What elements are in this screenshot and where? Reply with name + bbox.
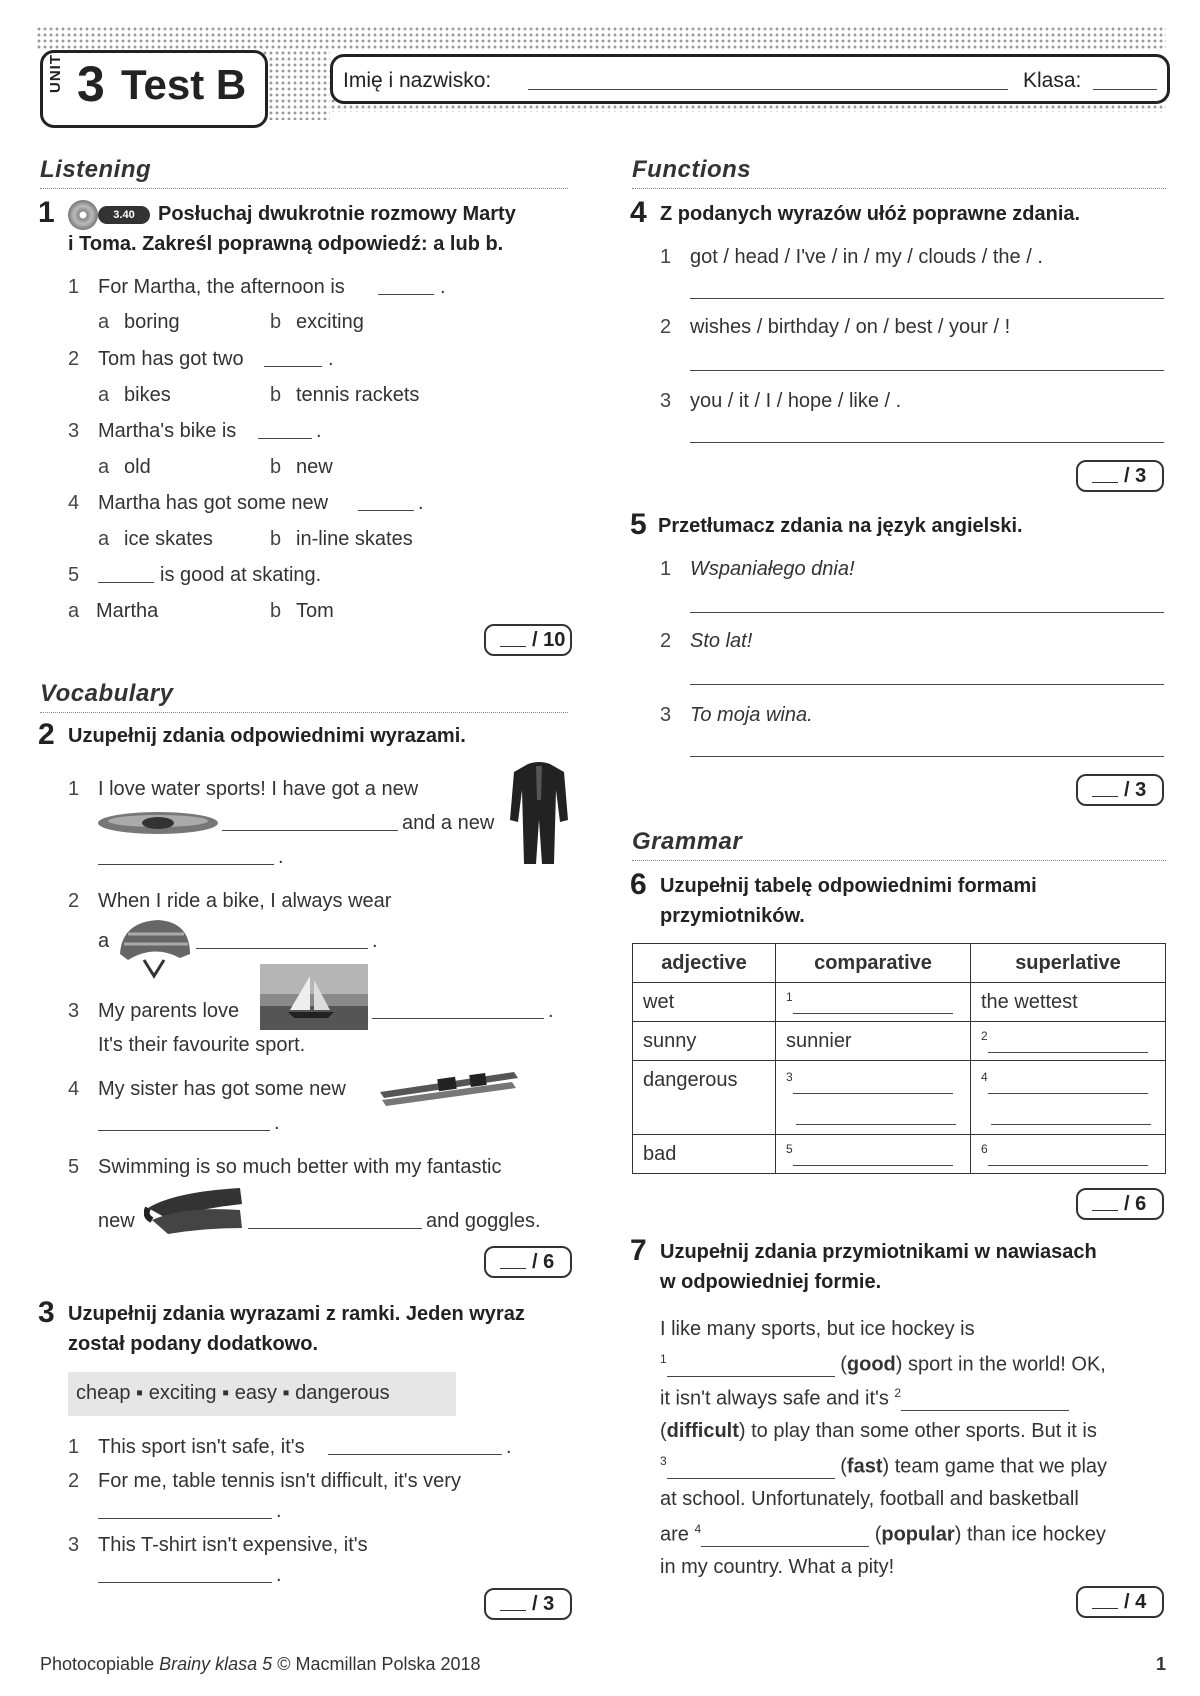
item-number: 3 xyxy=(660,390,672,412)
gap-number: 5 xyxy=(786,1141,793,1156)
column-header: superlative xyxy=(971,944,1166,983)
item-number: 2 xyxy=(660,630,672,652)
score-total: / 4 xyxy=(1124,1591,1147,1613)
exercise-7-number: 7 xyxy=(630,1234,647,1267)
score-box xyxy=(484,624,572,656)
score-box xyxy=(1076,774,1164,806)
text-segment: it isn't always safe and it's xyxy=(660,1387,889,1410)
answer-blank[interactable] xyxy=(258,438,312,439)
answer-blank[interactable] xyxy=(988,1032,1148,1053)
name-label: Imię i nazwisko: xyxy=(343,69,492,92)
text-continuation: sport in the world! OK, xyxy=(908,1353,1106,1376)
option-a[interactable]: bikes xyxy=(124,384,171,406)
table-header-row xyxy=(633,944,1166,983)
text-line: are $^4$ (popular) than ice hockey xyxy=(660,1522,1106,1546)
option-b[interactable]: tennis rackets xyxy=(296,384,420,406)
header-dot-pattern-mid xyxy=(262,50,330,120)
exercise-6-instruction: Uzupełnij tabelę odpowiednimi formami xyxy=(660,875,1037,897)
question-end: . xyxy=(316,420,322,442)
score-blank[interactable] xyxy=(500,646,526,647)
name-field[interactable] xyxy=(528,89,1008,90)
option-b-letter: b xyxy=(270,528,282,550)
item-number: 5 xyxy=(68,564,80,586)
option-a-letter: a xyxy=(98,456,110,478)
sentence-text: My parents love xyxy=(98,1000,240,1022)
gap-number: 1 xyxy=(786,989,793,1004)
answer-line[interactable] xyxy=(690,756,1164,757)
sentence-text: My sister has got some new xyxy=(98,1078,346,1100)
sentence-text: This T-shirt isn't expensive, it's xyxy=(98,1534,368,1556)
option-a-letter: a xyxy=(98,384,110,406)
answer-blank[interactable] xyxy=(901,1390,1069,1411)
section-rule xyxy=(40,712,568,713)
name-class-box xyxy=(330,54,1170,104)
question-text: Martha has got some new xyxy=(98,492,329,514)
option-b[interactable]: in-line skates xyxy=(296,528,413,550)
option-a[interactable]: Martha xyxy=(96,600,159,622)
exercise-6-number: 6 xyxy=(630,868,647,901)
score-total: / 3 xyxy=(1124,779,1147,801)
item-number: 3 xyxy=(68,1000,80,1022)
sentence-text: Swimming is so much better with my fantastic xyxy=(98,1156,502,1178)
text-continuation: than ice hockey xyxy=(966,1523,1106,1546)
unit-title-box xyxy=(40,50,268,128)
class-field[interactable] xyxy=(1093,89,1157,90)
adjective-cell: sunny xyxy=(633,1022,776,1061)
answer-blank[interactable] xyxy=(248,1228,422,1229)
scrambled-words: you / it / I / hope / like / . xyxy=(690,390,902,412)
exercise-3-instruction-2: został podany dodatkowo. xyxy=(68,1333,319,1355)
sentence-end: . xyxy=(372,930,378,952)
sentence-text: This sport isn't safe, it's xyxy=(98,1436,305,1458)
option-b[interactable]: Tom xyxy=(296,600,334,622)
section-listening: Listening xyxy=(40,156,152,183)
adjective-prompt: difficult xyxy=(666,1420,739,1442)
question-text: For Martha, the afternoon is xyxy=(98,276,345,298)
item-number: 1 xyxy=(660,246,672,268)
item-number: 1 xyxy=(68,778,80,800)
answer-blank[interactable] xyxy=(222,830,398,831)
adjective-prompt: good xyxy=(846,1353,896,1376)
page-number: 1 xyxy=(1156,1654,1167,1674)
kayak-image xyxy=(96,806,220,840)
sailing-image xyxy=(260,964,368,1030)
score-box xyxy=(484,1588,572,1620)
option-b[interactable]: new xyxy=(296,456,333,478)
sentence-end: . xyxy=(274,1112,280,1134)
score-total: / 6 xyxy=(1124,1193,1147,1215)
sentence-text-2: It's their favourite sport. xyxy=(98,1034,306,1056)
text-line: $^3$ (fast) team game that we play xyxy=(660,1454,1108,1478)
answer-blank[interactable] xyxy=(196,948,368,949)
flippers-image xyxy=(144,1184,246,1246)
gap-cell xyxy=(776,1135,971,1174)
section-rule xyxy=(632,188,1166,189)
polish-sentence: Wspaniałego dnia! xyxy=(690,558,855,580)
question-text: Tom has got two xyxy=(98,348,244,370)
option-b-letter: b xyxy=(270,456,282,478)
answer-blank[interactable] xyxy=(667,1356,835,1377)
skis-image xyxy=(378,1066,520,1106)
item-number: 1 xyxy=(68,276,80,298)
sentence-text-2: and a new xyxy=(402,812,495,834)
wetsuit-image xyxy=(508,760,570,870)
answer-blank[interactable] xyxy=(378,294,434,295)
text-line xyxy=(660,1386,1069,1411)
answer-blank[interactable] xyxy=(98,1582,272,1583)
adjective-table xyxy=(632,943,1166,1174)
exercise-7-instruction: Uzupełnij zdania przymiotnikami w nawiasach xyxy=(660,1241,1097,1263)
gap-cell xyxy=(971,1022,1166,1061)
item-number: 2 xyxy=(68,890,80,912)
answer-line[interactable] xyxy=(690,612,1164,613)
header-dot-pattern xyxy=(36,26,1166,50)
exercise-5-instruction: Przetłumacz zdania na język angielski. xyxy=(658,515,1023,537)
section-grammar: Grammar xyxy=(632,828,743,855)
score-total: / 3 xyxy=(1124,465,1147,487)
option-a[interactable]: boring xyxy=(124,311,180,333)
text-continuation: team game that we play xyxy=(894,1455,1108,1478)
item-number: 5 xyxy=(68,1156,80,1178)
sentence-text: For me, table tennis isn't difficult, it's very xyxy=(98,1470,461,1492)
item-number: 1 xyxy=(68,1436,80,1458)
column-header: adjective xyxy=(633,944,776,983)
exercise-6-instruction-2: przymiotników. xyxy=(660,905,805,927)
question-end: . xyxy=(418,492,424,514)
sentence-end: . xyxy=(276,1500,282,1522)
exercise-2-instruction: Uzupełnij zdania odpowiednimi wyrazami. xyxy=(68,725,466,747)
score-blank[interactable] xyxy=(500,1610,526,1611)
item-number: 3 xyxy=(68,1534,80,1556)
table-row xyxy=(633,1061,1166,1135)
adjective-cell: wet xyxy=(633,983,776,1022)
score-box xyxy=(484,1246,572,1278)
unit-label: UNIT xyxy=(47,54,64,93)
option-b-letter: b xyxy=(270,311,282,333)
option-a-letter: a xyxy=(68,600,80,622)
answer-line[interactable] xyxy=(690,442,1164,443)
answer-blank[interactable] xyxy=(701,1526,869,1547)
score-blank[interactable] xyxy=(1092,1210,1118,1211)
option-b-letter: b xyxy=(270,384,282,406)
answer-blank[interactable] xyxy=(358,510,414,511)
gap-number: 3 xyxy=(786,1069,793,1084)
word-box-words: cheap ▪ exciting ▪ easy ▪ dangerous xyxy=(76,1382,390,1404)
exercise-1-number: 1 xyxy=(38,196,55,229)
superlative-cell: the wettest xyxy=(971,983,1166,1022)
exercise-3-instruction: Uzupełnij zdania wyrazami z ramki. Jeden wyraz xyxy=(68,1303,525,1325)
adjective-prompt: fast xyxy=(846,1455,883,1478)
answer-blank[interactable] xyxy=(98,1518,272,1519)
footer-prefix: Photocopiable xyxy=(40,1654,155,1674)
test-title: Test B xyxy=(121,61,247,108)
score-blank[interactable] xyxy=(1092,482,1118,483)
table-row xyxy=(633,983,1166,1022)
item-number: 2 xyxy=(68,348,80,370)
answer-blank[interactable] xyxy=(988,1145,1148,1166)
section-rule xyxy=(632,860,1166,861)
question-end: is good at skating. xyxy=(160,564,322,586)
gap-cell xyxy=(776,1061,971,1135)
answer-blank[interactable] xyxy=(793,1073,953,1094)
table-row xyxy=(633,1022,1166,1061)
adjective-prompt: popular xyxy=(881,1523,955,1546)
text-line: $^1$ (good) sport in the world! OK, xyxy=(660,1352,1106,1376)
answer-blank[interactable] xyxy=(372,1018,544,1019)
word-box xyxy=(68,1372,456,1416)
answer-blank[interactable] xyxy=(98,1130,270,1131)
score-blank[interactable] xyxy=(1092,1608,1118,1609)
score-total: / 10 xyxy=(532,629,566,651)
gap-cell xyxy=(776,983,971,1022)
score-blank[interactable] xyxy=(1092,796,1118,797)
sentence-end: . xyxy=(506,1436,512,1458)
option-a-letter: a xyxy=(98,528,110,550)
score-box xyxy=(1076,1188,1164,1220)
exercise-2-number: 2 xyxy=(38,718,55,751)
exercise-3-number: 3 xyxy=(38,1296,55,1329)
gap-number: 6 xyxy=(981,1141,988,1156)
answer-blank[interactable] xyxy=(328,1454,502,1455)
polish-sentence: Sto lat! xyxy=(690,630,753,652)
text-line: in my country. What a pity! xyxy=(660,1556,895,1578)
score-box xyxy=(1076,460,1164,492)
question-end: . xyxy=(328,348,334,370)
option-b[interactable]: exciting xyxy=(296,311,364,333)
option-a[interactable]: ice skates xyxy=(124,528,213,550)
sentence-text: When I ride a bike, I always wear xyxy=(98,890,392,912)
section-vocabulary: Vocabulary xyxy=(40,680,174,707)
text-line: at school. Unfortunately, football and basketball xyxy=(660,1488,1079,1510)
gap-number: 4 xyxy=(981,1069,988,1084)
question-text: Martha's bike is xyxy=(98,420,237,442)
text-line: (difficult) to play than some other sports. But it is xyxy=(660,1420,1097,1442)
answer-blank[interactable] xyxy=(793,1145,953,1166)
answer-blank[interactable] xyxy=(796,1104,956,1125)
answer-blank[interactable] xyxy=(98,864,274,865)
sentence-end: . xyxy=(278,846,284,868)
answer-blank[interactable] xyxy=(98,582,154,583)
answer-blank[interactable] xyxy=(793,993,953,1014)
gap-number: 3 xyxy=(660,1454,667,1468)
answer-blank[interactable] xyxy=(988,1073,1148,1094)
option-a-letter: a xyxy=(98,311,110,333)
item-number: 2 xyxy=(660,316,672,338)
item-number: 1 xyxy=(660,558,672,580)
exercise-4-instruction: Z podanych wyrazów ułóż poprawne zdania. xyxy=(660,203,1081,225)
answer-blank[interactable] xyxy=(667,1458,835,1479)
question-end: . xyxy=(440,276,446,298)
item-number: 4 xyxy=(68,492,80,514)
answer-line[interactable] xyxy=(690,370,1164,371)
helmet-image xyxy=(114,914,194,980)
sentence-end: . xyxy=(276,1564,282,1586)
scrambled-words: wishes / birthday / on / best / your / ! xyxy=(690,316,1011,338)
exercise-1-instruction: Posłuchaj dwukrotnie rozmowy Marty xyxy=(158,203,516,225)
scrambled-words: got / head / I've / in / my / clouds / the / . xyxy=(690,246,1043,268)
text-segment: are xyxy=(660,1523,689,1546)
exercise-1-instruction-2: i Toma. Zakreśl poprawną odpowiedź: a lub b. xyxy=(68,233,504,255)
table-row xyxy=(633,1135,1166,1174)
answer-line[interactable] xyxy=(690,684,1164,685)
option-b-letter: b xyxy=(270,600,282,622)
text-line: I like many sports, but ice hockey is xyxy=(660,1318,975,1340)
score-box xyxy=(1076,1586,1164,1618)
item-number: 4 xyxy=(68,1078,80,1100)
exercise-4-number: 4 xyxy=(630,196,647,229)
sentence-text-2: new xyxy=(98,1210,135,1232)
section-functions: Functions xyxy=(632,156,752,183)
sentence-text-3: and goggles. xyxy=(426,1210,541,1232)
item-number: 2 xyxy=(68,1470,80,1492)
track-badge: 3.40 xyxy=(98,206,150,224)
exercise-7-instruction-2: w odpowiedniej formie. xyxy=(660,1271,882,1293)
answer-line[interactable] xyxy=(690,298,1164,299)
text-continuation: to play than some other sports. But it is xyxy=(751,1420,1097,1442)
adjective-cell: bad xyxy=(633,1135,776,1174)
audio-cd-icon xyxy=(68,200,98,230)
comparative-cell: sunnier xyxy=(776,1022,971,1061)
footer-book-title: Brainy klasa 5 xyxy=(159,1654,273,1674)
score-total: / 3 xyxy=(532,1593,555,1615)
gap-number: 2 xyxy=(981,1028,988,1043)
column-header: comparative xyxy=(776,944,971,983)
gap-number: 2 xyxy=(894,1386,902,1400)
score-total: / 6 xyxy=(532,1251,555,1273)
footer-publisher: © Macmillan Polska 2018 xyxy=(277,1654,481,1674)
polish-sentence: To moja wina. xyxy=(690,704,813,726)
unit-number: 3 xyxy=(77,56,105,112)
gap-number: 1 xyxy=(660,1352,667,1366)
item-number: 3 xyxy=(660,704,672,726)
footer-copyright xyxy=(40,1654,481,1675)
gap-number: 4 xyxy=(694,1522,702,1536)
section-rule xyxy=(40,188,568,189)
answer-blank[interactable] xyxy=(991,1104,1151,1125)
exercise-5-number: 5 xyxy=(630,508,647,541)
sentence-text-2: a xyxy=(98,930,110,952)
answer-blank[interactable] xyxy=(264,366,322,367)
score-blank[interactable] xyxy=(500,1268,526,1269)
adjective-cell: dangerous xyxy=(633,1061,776,1135)
gap-cell xyxy=(971,1135,1166,1174)
sentence-text: I love water sports! I have got a new xyxy=(98,778,419,800)
class-label: Klasa: xyxy=(1023,69,1082,92)
sentence-end: . xyxy=(548,1000,554,1022)
option-a[interactable]: old xyxy=(124,456,151,478)
item-number: 3 xyxy=(68,420,80,442)
gap-cell xyxy=(971,1061,1166,1135)
